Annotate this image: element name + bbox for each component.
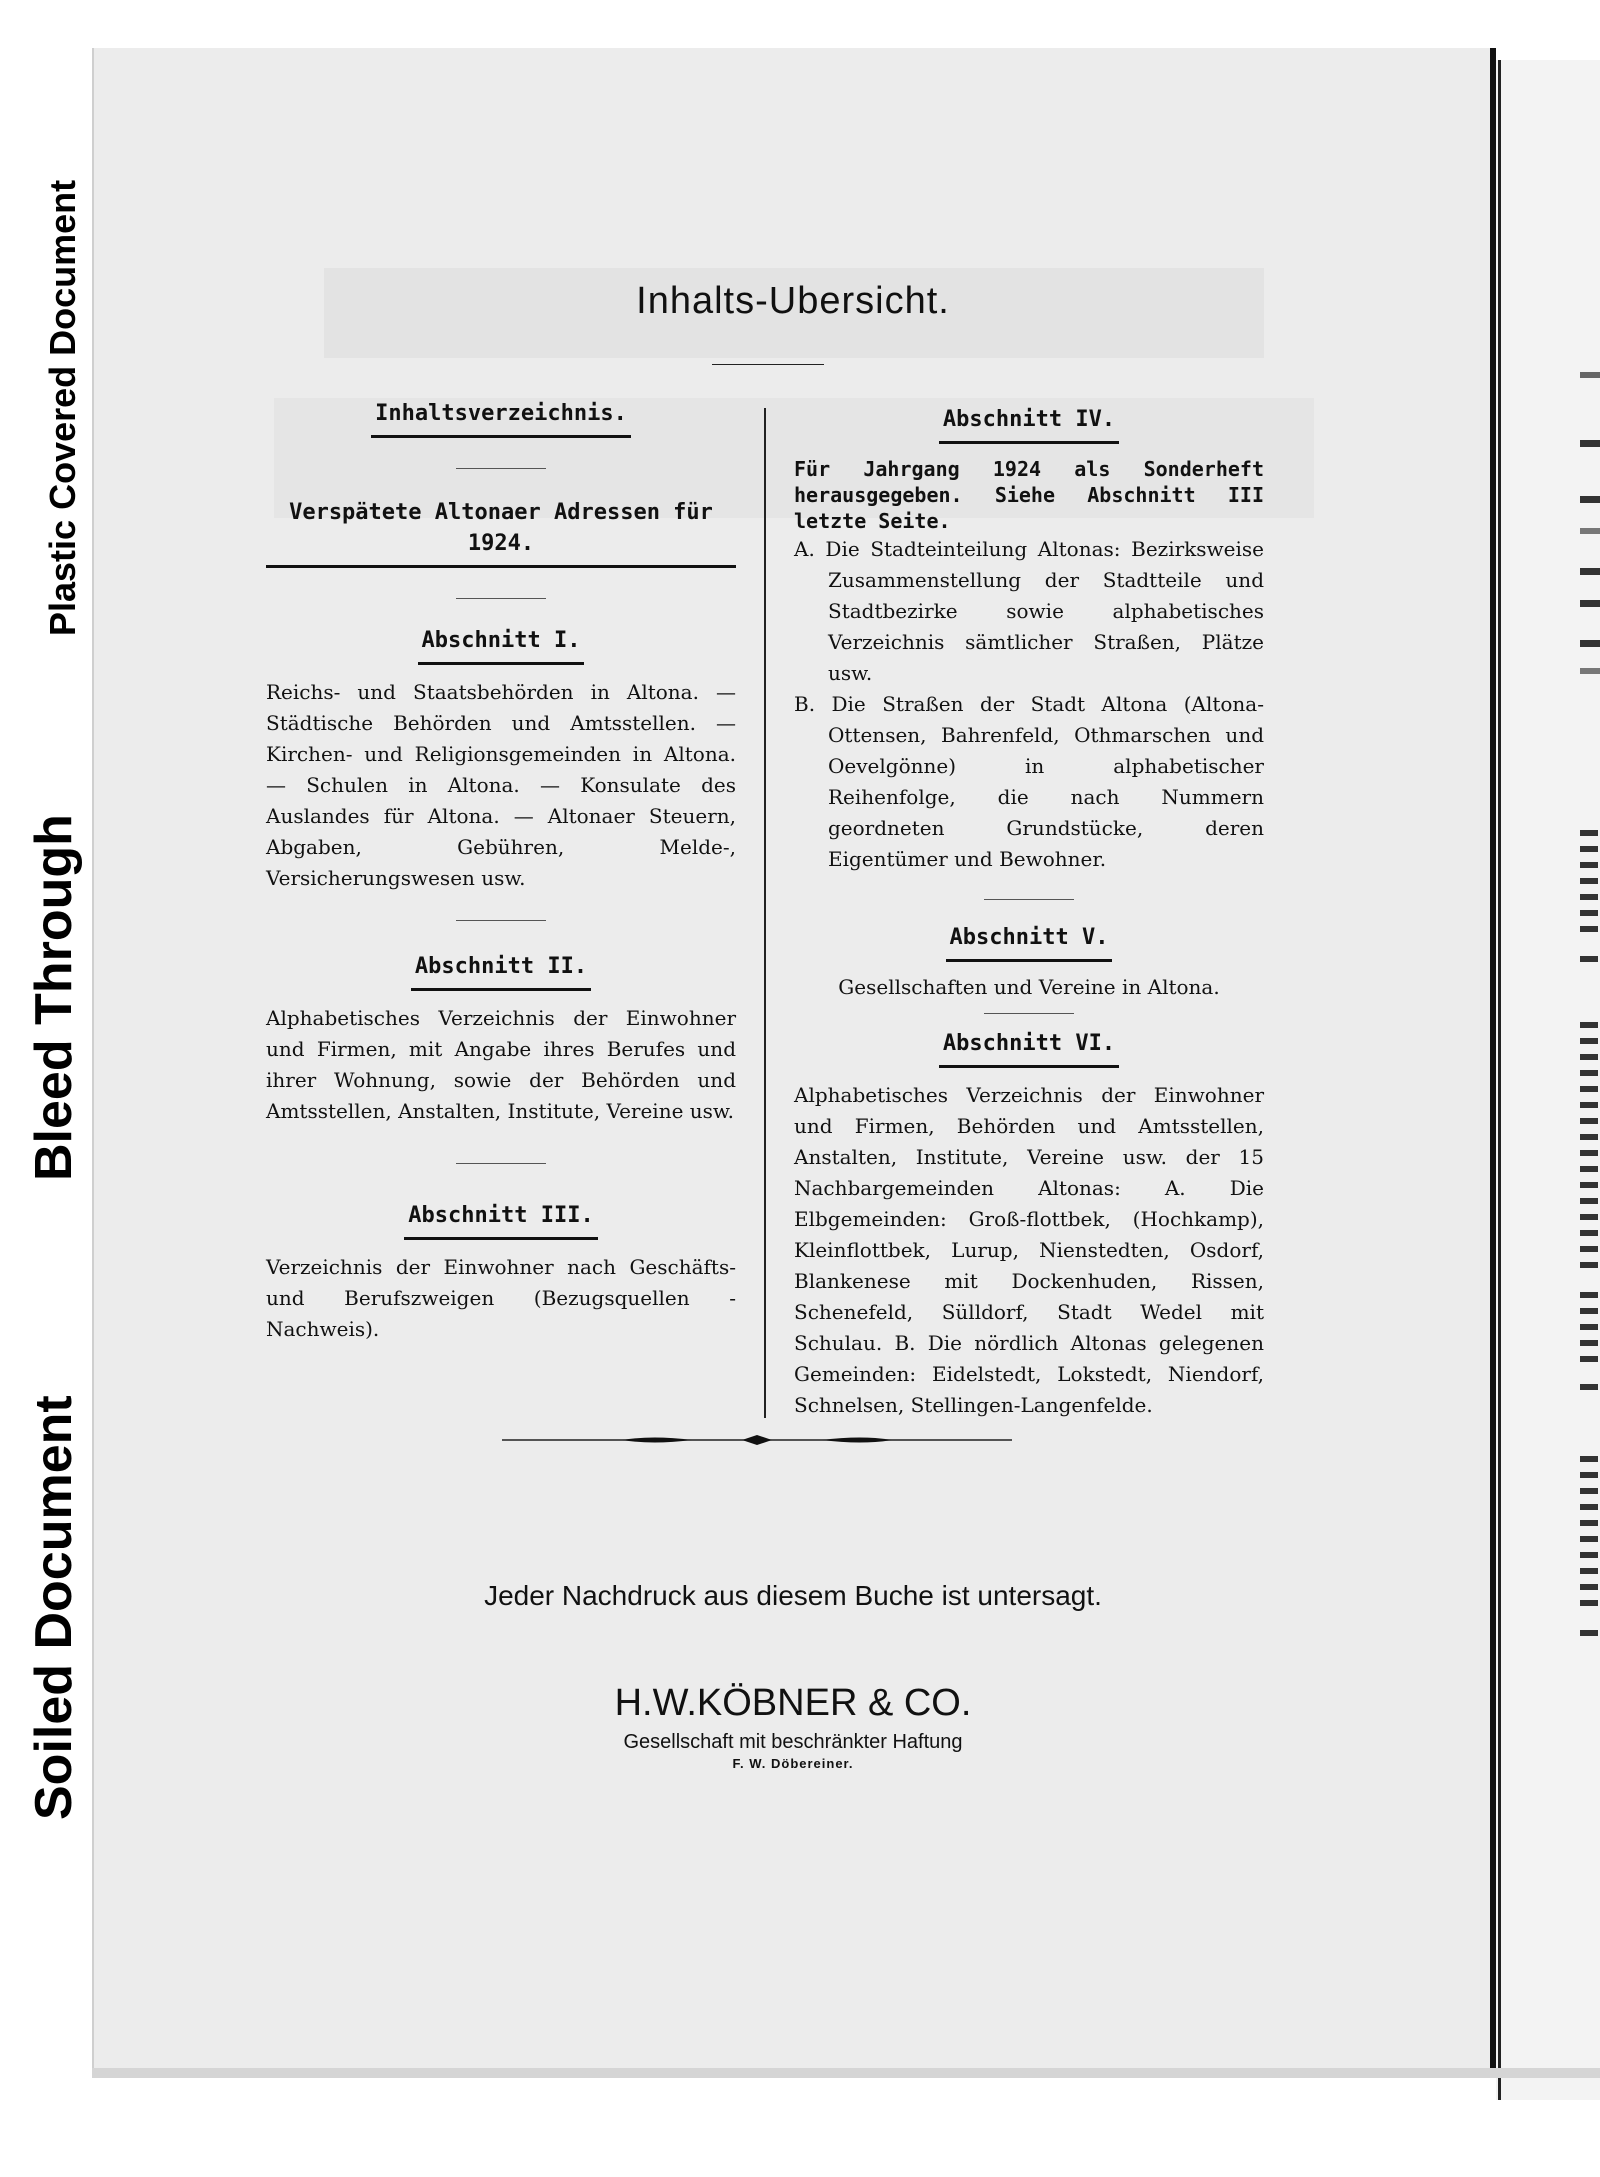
abschnitt-5-text: Gesellschaften und Vereine in Altona. bbox=[838, 975, 1220, 999]
separator bbox=[456, 1163, 546, 1164]
heading-abschnitt-3: Abschnitt III. bbox=[266, 1200, 736, 1240]
abschnitt-1-text: Reichs- und Staatsbehörden in Altona. — Städtische Behörden und Amtsstellen. — Kirchen- und Religionsgemeinden in Altona. — Schulen in Altona. — Konsulate des Auslandes für Altona. — Altonaer Steuern, Abgaben, Gebühren, Melde-, Versicherungswesen usw. bbox=[266, 680, 736, 890]
label-strip bbox=[0, 0, 90, 2177]
reprint-notice: Jeder Nachdruck aus diesem Buche ist untersagt. bbox=[484, 1580, 1102, 1611]
publisher-owner: F. W. Döbereiner. bbox=[732, 1756, 854, 1771]
right-column bbox=[794, 404, 1264, 1421]
abschnitt-3-text: Verzeichnis der Einwohner nach Geschäfts- und Berufszweigen (Bezugsquellen - Nachweis). bbox=[266, 1255, 736, 1341]
heading-abschnitt-5: Abschnitt V. bbox=[794, 922, 1264, 962]
separator bbox=[984, 1013, 1074, 1014]
abschnitt-4-item-b: B. Die Straßen der Stadt Altona (Altona-Ottensen, Bahrenfeld, Othmarschen und Oevelgönne) in alphabetischer Reihenfolge, die nach Nummern geordneten Grundstücke, deren Eigentümer und Bewohner. bbox=[794, 692, 1264, 871]
publisher-name: H.W.KÖBNER & CO. bbox=[614, 1682, 972, 1724]
heading-inhaltsverzeichnis: Inhaltsverzeichnis. bbox=[266, 398, 736, 438]
title-divider bbox=[712, 364, 824, 365]
column-divider bbox=[764, 408, 766, 1418]
separator bbox=[984, 899, 1074, 900]
page-title: Inhalts-Ubersicht. bbox=[636, 280, 950, 322]
publisher-subtitle: Gesellschaft mit beschränkter Haftung bbox=[623, 1731, 963, 1753]
abschnitt-4-item-a: A. Die Stadteinteilung Altonas: Bezirksweise Zusammenstellung der Stadtteile und Stadtbezirke sowie alphabetisches Verzeichnis sämtlicher Straßen, Plätze usw. bbox=[794, 537, 1264, 685]
page-bottom-edge bbox=[92, 2068, 1600, 2078]
scanned-page bbox=[92, 48, 1492, 2068]
separator bbox=[456, 468, 546, 469]
label-soiled-document: Soiled Document bbox=[25, 1395, 83, 1820]
heading-abschnitt-4: Abschnitt IV. bbox=[794, 404, 1264, 444]
heading-verspaetete-adressen: Verspätete Altonaer Adressen für 1924. bbox=[266, 497, 736, 568]
abschnitt-4-note: Für Jahrgang 1924 als Sonderheft herausgegeben. Siehe Abschnitt III letzte Seite. bbox=[794, 457, 1264, 533]
separator bbox=[456, 598, 546, 599]
label-bleed-through: Bleed Through bbox=[25, 814, 83, 1181]
adjacent-page-edge bbox=[1496, 60, 1600, 2100]
heading-abschnitt-6: Abschnitt VI. bbox=[794, 1028, 1264, 1068]
publisher-block bbox=[94, 1682, 1492, 1771]
heading-abschnitt-1: Abschnitt I. bbox=[266, 625, 736, 665]
ornament-divider bbox=[502, 1434, 1012, 1446]
left-column bbox=[266, 398, 736, 1345]
label-plastic-covered: Plastic Covered Document bbox=[42, 179, 83, 636]
abschnitt-2-text: Alphabetisches Verzeichnis der Einwohner und Firmen, mit Angabe ihres Berufes und ihrer Wohnung, sowie der Behörden und Amtsstellen, Anstalten, Institute, Vereine usw. bbox=[266, 1006, 736, 1123]
heading-abschnitt-2: Abschnitt II. bbox=[266, 951, 736, 991]
adjacent-page-text-fragments bbox=[1496, 60, 1600, 2100]
separator bbox=[456, 920, 546, 921]
abschnitt-6-text: Alphabetisches Verzeichnis der Einwohner und Firmen, Behörden und Amtsstellen, Anstalten, Institute, Vereine usw. der 15 Nachbargemeinden Altonas: A. Die Elbgemeinden: Groß-flottbek, (Hochkamp), Kleinflottbek, Lurup, Nienstedten, Osdorf, Blankenese mit Dockenhuden, Rissen, Schenefeld, Sülldorf, Stadt Wedel mit Schulau. B. Die nördlich Altonas gelegenen Gemeinden: Eidelstedt, Lokstedt, Niendorf, Schnelsen, Stellingen-Langenfelde. bbox=[794, 1083, 1264, 1417]
